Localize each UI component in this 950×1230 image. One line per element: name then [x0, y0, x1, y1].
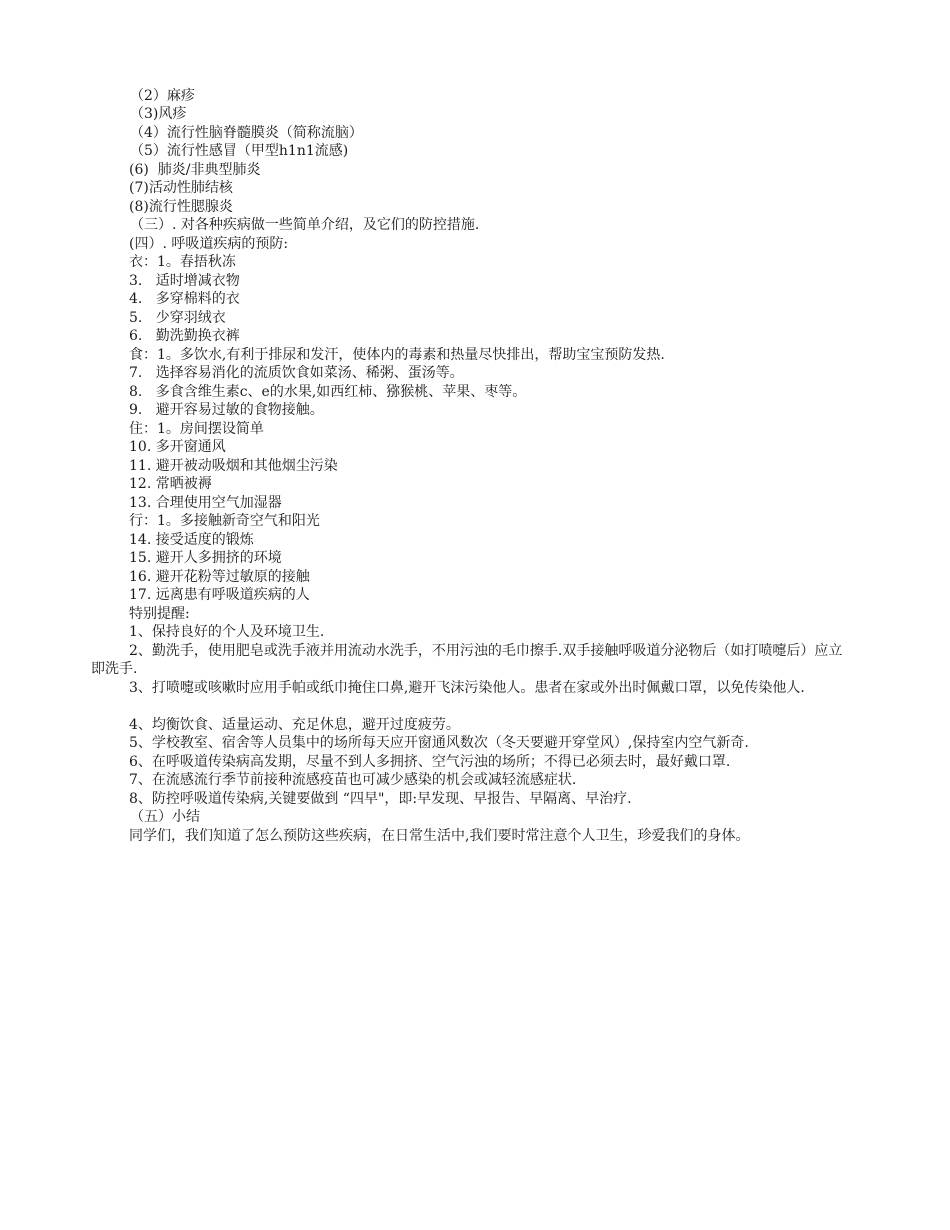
disease-item: (8)流行性腮腺炎: [129, 199, 233, 215]
disease-item: (7)活动性肺结核: [129, 180, 233, 196]
housing-item: 10. 多开窗通风: [129, 439, 226, 455]
reminder-item: 6、在呼吸道传染病高发期，尽量不到人多拥挤、空气污浊的场所；不得已必须去时，最好戴口罩.: [129, 754, 731, 770]
reminder-item: 4、均衡饮食、适量运动、充足休息，避开过度疲劳。: [129, 717, 460, 733]
food-item: 7. 选择容易消化的流质饮食如菜汤、稀粥、蛋汤等。: [129, 365, 464, 381]
travel-item: 14. 接受适度的锻炼: [129, 532, 254, 548]
summary-text: 同学们，我们知道了怎么预防这些疾病，在日常生活中,我们要时常注意个人卫生，珍爱我们的身体。: [129, 828, 750, 844]
food-item: 9. 避开容易过敏的食物接触。: [129, 402, 324, 418]
housing-item: 住：1。房间摆设简单: [129, 421, 264, 437]
travel-item: 行：1。多接触新奇空气和阳光: [129, 513, 320, 529]
disease-item: (6) 肺炎/非典型肺炎: [129, 162, 261, 178]
reminder-item: 5、学校教室、宿舍等人员集中的场所每天应开窗通风数次（冬天要避开穿堂风）,保持室内空气新奇.: [129, 735, 749, 751]
food-item: 食：1。多饮水,有利于排尿和发汗，使体内的毒素和热量尽快排出，帮助宝宝预防发热.: [129, 347, 665, 363]
clothing-item: 衣：1。春捂秋冻: [129, 254, 236, 270]
reminder-item: 3、打喷嚏或咳嗽时应用手帕或纸巾掩住口鼻,避开飞沫污染他人。患者在家或外出时佩戴口罩，以免传染他人.: [129, 680, 805, 696]
clothing-item: 5. 少穿羽绒衣: [129, 310, 226, 326]
housing-item: 11. 避开被动吸烟和其他烟尘污染: [129, 458, 338, 474]
food-item: 8. 多食含维生素c、e的水果,如西红柿、猕猴桃、苹果、枣等。: [129, 384, 527, 400]
clothing-item: 3. 适时增减衣物: [129, 273, 240, 289]
summary-title: （五）小结: [130, 809, 200, 825]
disease-item: （2）麻疹: [130, 88, 195, 104]
section-heading: (四）. 呼吸道疾病的预防:: [129, 236, 289, 252]
disease-item: （5）流行性感冒（甲型h1n1流感): [130, 143, 349, 159]
housing-item: 13. 合理使用空气加湿器: [129, 495, 282, 511]
reminder-item: 1、保持良好的个人及环境卫生.: [129, 624, 325, 640]
reminder-item: 7、在流感流行季节前接种流感疫苗也可减少感染的机会或减轻流感症状.: [129, 772, 577, 788]
travel-item: 16. 避开花粉等过敏原的接触: [129, 569, 310, 585]
reminder-item: 8、防控呼吸道传染病,关键要做到 “四早"，即:早发现、早报告、早隔离、早治疗.: [129, 791, 632, 807]
clothing-item: 4. 多穿棉料的衣: [129, 291, 240, 307]
housing-item: 12. 常晒被褥: [129, 476, 212, 492]
clothing-item: 6. 勤洗勤换衣裤: [129, 328, 240, 344]
disease-item: （3)风疹: [130, 106, 187, 122]
reminder-title: 特别提醒:: [129, 606, 190, 622]
reminder-item: 2、勤洗手，使用肥皂或洗手液并用流动水洗手，不用污浊的毛巾擦手.双手接触呼吸道分泌物后（如打喷嚏后）应立即洗手.: [91, 643, 843, 677]
disease-item: （4）流行性脑脊髓膜炎（简称流脑）: [130, 125, 363, 141]
travel-item: 17. 远离患有呼吸道疾病的人: [129, 587, 310, 603]
travel-item: 15. 避开人多拥挤的环境: [129, 550, 282, 566]
section-heading: （三）. 对各种疾病做一些简单介绍，及它们的防控措施.: [130, 217, 480, 233]
